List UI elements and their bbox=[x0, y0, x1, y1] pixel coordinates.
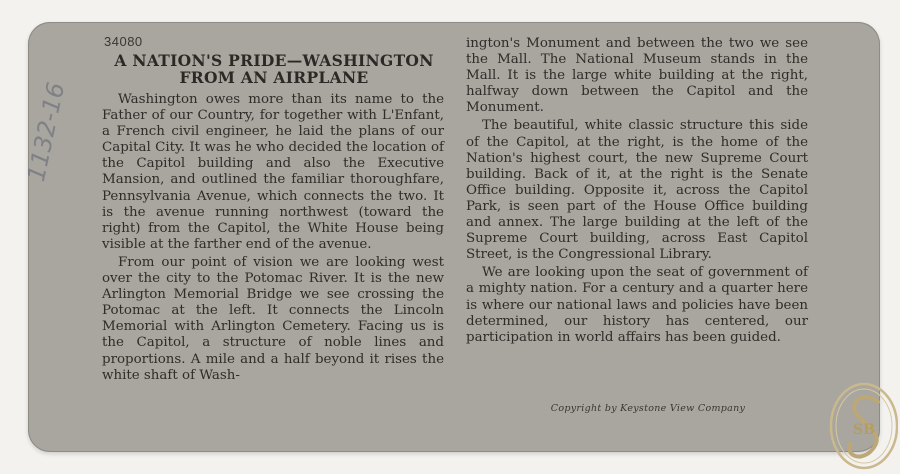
left-text-column bbox=[102, 92, 444, 384]
right-paragraph-1: The beautiful, white classic structure this side of the Capitol, at the right, is the home of the Nation's highest court, the new Supreme Court building. Back of it, at the right is the Senate Office building. Opposite it, across the Capitol Park, is seen part of the House Office building and annex. The large building at the left of the Supreme Court building, across East Capitol Street, is the Congressional Library. bbox=[466, 118, 808, 263]
right-text-column bbox=[466, 36, 808, 346]
right-paragraph-2: We are looking upon the seat of government of a mighty nation. For a century and a quarter here is where our national laws and policies have been determined, our history has centered, our participation in world affairs has been guided. bbox=[466, 265, 808, 345]
collector-stamp-icon bbox=[824, 380, 898, 474]
catalog-number: 34080 bbox=[104, 34, 143, 49]
left-paragraph-2: From our point of vision we are looking west over the city to the Potomac River. It is the new Arlington Memorial Bridge we see crossing the Potomac at the left. It connects the Lincoln Memorial with Arlington Cemetery. Facing us is the Capitol, a structure of noble lines and proportions. A mile and a half beyond it rises the white shaft of Wash- bbox=[102, 254, 444, 383]
stamp-monogram: SB bbox=[853, 422, 875, 438]
copyright-line: Copyright by Keystone View Company bbox=[550, 403, 746, 414]
pencil-annotation: 1132-16 bbox=[22, 79, 71, 184]
right-continuation: ington's Monument and between the two we see the Mall. The National Museum stands in the Mall. It is the large white building at the right, halfway down between the Capitol and the Monument. bbox=[466, 36, 808, 116]
card-title-line-1: A NATION'S PRIDE—WASHINGTON bbox=[114, 51, 434, 70]
card-title-line-2: FROM AN AIRPLANE bbox=[179, 68, 369, 87]
card-title bbox=[96, 52, 452, 86]
left-paragraph-1: Washington owes more than its name to the Father of our Country, for together with L'Enfant, a French civil engineer, he laid the plans of our Capital City. It was he who decided the location of the Capitol building and also the Executive Mansion, and outlined the familiar thoroughfare, Pennsylvania Avenue, which connects the two. It is the avenue running northwest (toward the right) from the Capitol, the White House being visible at the farther end of the avenue. bbox=[102, 92, 444, 252]
